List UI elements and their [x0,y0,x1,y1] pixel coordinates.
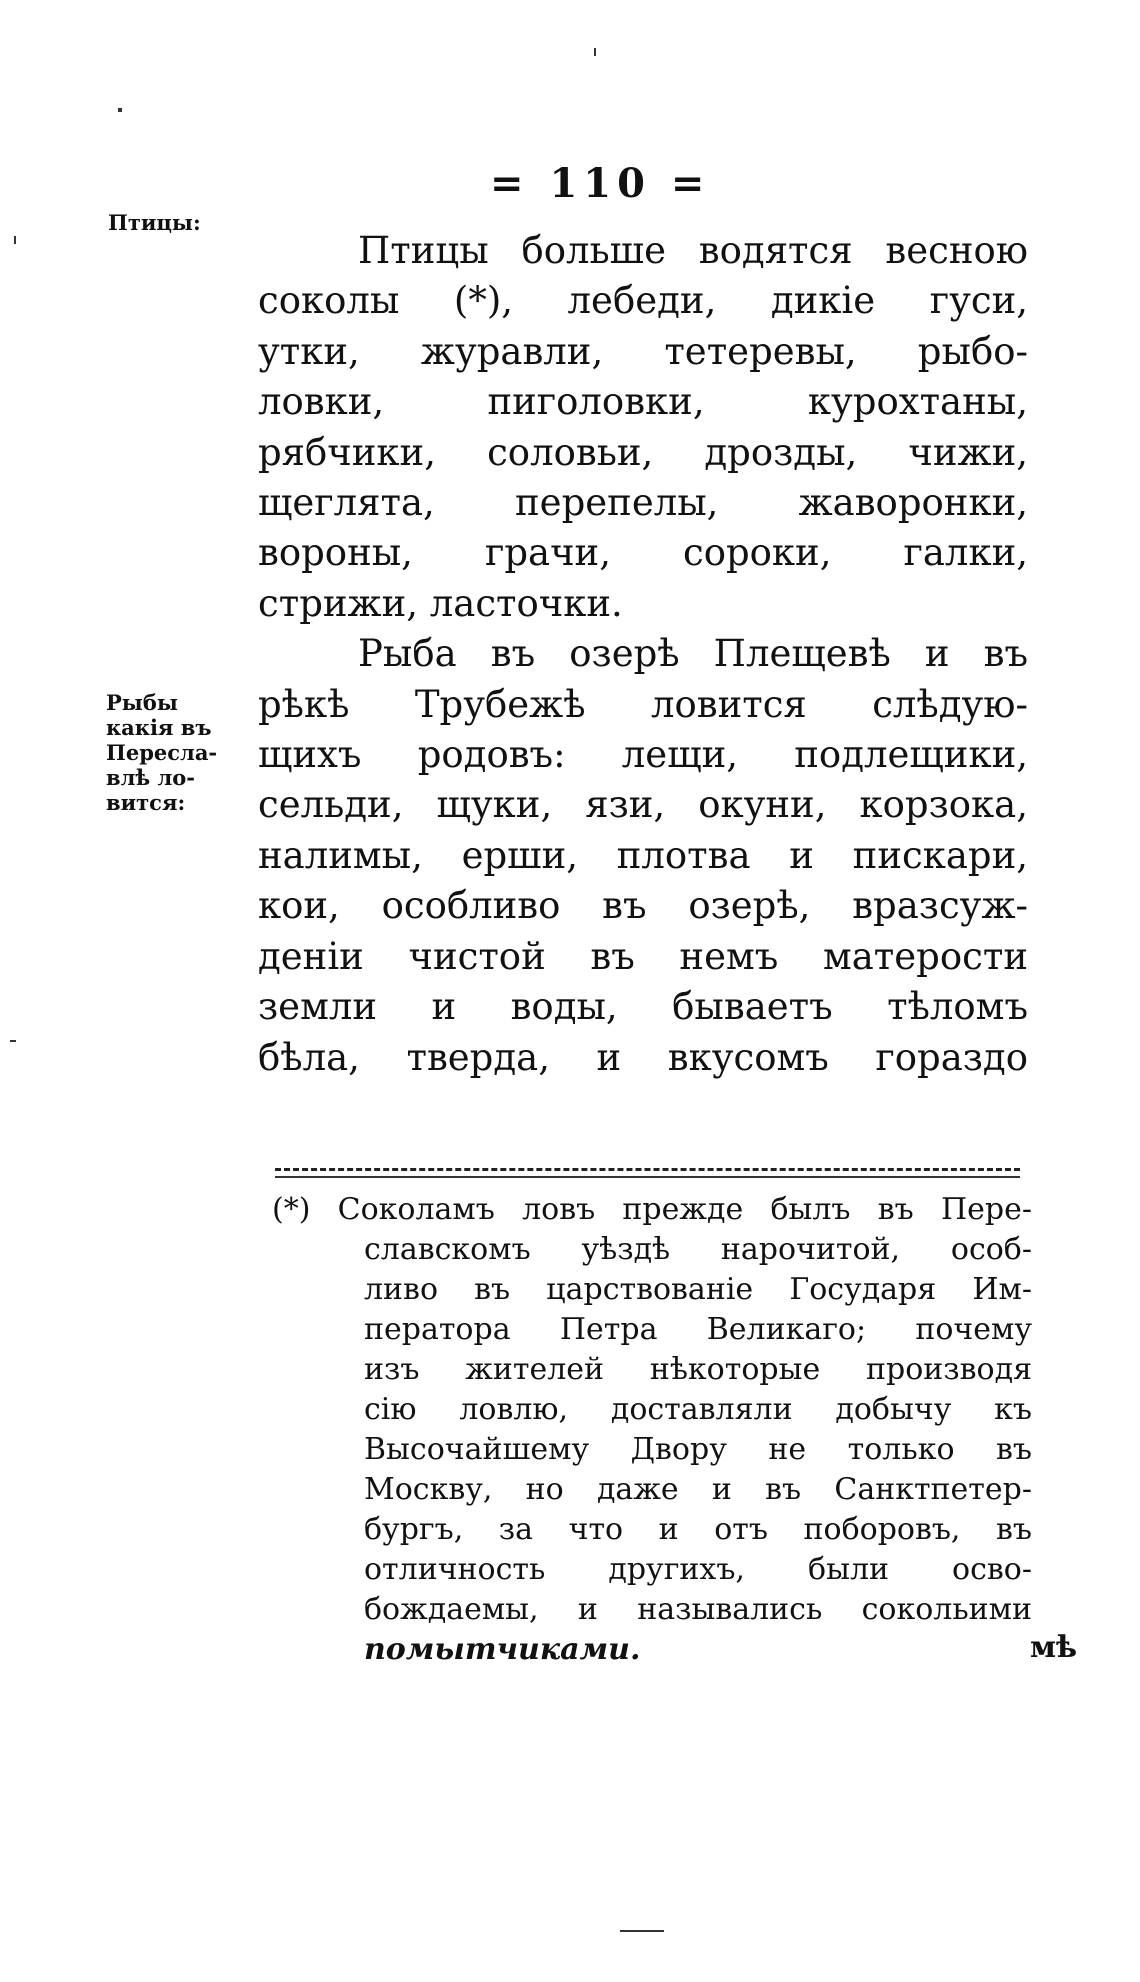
text-line: Рыба въ озерѣ Плещевѣ и въ [358,632,1028,676]
page-number-header: = 110 = [490,160,711,207]
footnote-line: бождаемы, и назывались сокольими [364,1592,1032,1627]
text-line: Птицы больше водятся весною [358,229,1028,272]
footnote-line: бургъ, за что и отъ поборовъ, въ [364,1512,1032,1547]
footnote-line: славскомъ уѣздѣ нарочитой, особ- [364,1232,1032,1267]
margin-note-fish: Рыбы какія въ Пересла- влѣ ло- вится: [106,690,218,815]
main-text-block [258,226,1028,1083]
text-line: соколы (*), лебеди, дикіе гуси, [258,279,1028,323]
text-line: ловки, пиголовки, курохтаны, [258,380,1028,424]
scan-speck [594,48,596,56]
text-line: земли и воды, бываетъ тѣломъ [258,985,1028,1029]
text-line: стрижи, ласточки. [258,581,623,625]
footnote-line: ператора Петра Великаго; почему [364,1312,1032,1347]
text-line: утки, журавли, тетеревы, рыбо- [258,329,1028,373]
text-line: деніи чистой въ немъ матерости [258,934,1028,978]
footnote-block [272,1190,1032,1670]
footnote-line: отличность другихъ, были осво- [364,1552,1032,1587]
text-line: щихъ родовъ: лещи, подлещики, [258,733,1028,777]
text-line: вороны, грачи, сороки, галки, [258,531,1028,575]
scan-speck [118,108,122,112]
scan-speck [10,1040,16,1042]
scan-speck [14,236,16,244]
scan-speck [620,1930,664,1932]
text-line: сельди, щуки, язи, окуни, корзока, [258,783,1028,827]
footnote-line: Высочайшему Двору не только въ [364,1432,1032,1467]
text-line: бѣла, тверда, и вкусомъ гораздо [258,1035,1028,1079]
footnote-line: Москву, но даже и въ Санктпетер- [364,1472,1032,1507]
footnote-separator-solid [275,1176,1020,1178]
footnote-line: ливо въ царствованіе Государя Им- [364,1272,1032,1307]
text-line: щеглята, перепелы, жаворонки, [258,481,1028,525]
text-line: налимы, ерши, плотва и пискари, [258,833,1028,877]
text-line: рябчики, соловьи, дрозды, чижи, [258,430,1028,474]
footnote-line: помытчиками. [364,1632,641,1667]
catchword: мѣ [1030,1630,1078,1665]
footnote-line: (*) Соколамъ ловъ прежде былъ въ Пере- [272,1192,1032,1227]
footnote-line: сію ловлю, доставляли добычу къ [364,1392,1032,1427]
footnote-line: изъ жителей нѣкоторые производя [364,1352,1032,1387]
text-line: кои, особливо въ озерѣ, вразсуж- [258,884,1028,928]
footnote-separator-dashed [275,1168,1020,1171]
text-line: рѣкѣ Трубежѣ ловится слѣдую- [258,682,1028,726]
margin-note-birds: Птицы: [108,210,201,235]
